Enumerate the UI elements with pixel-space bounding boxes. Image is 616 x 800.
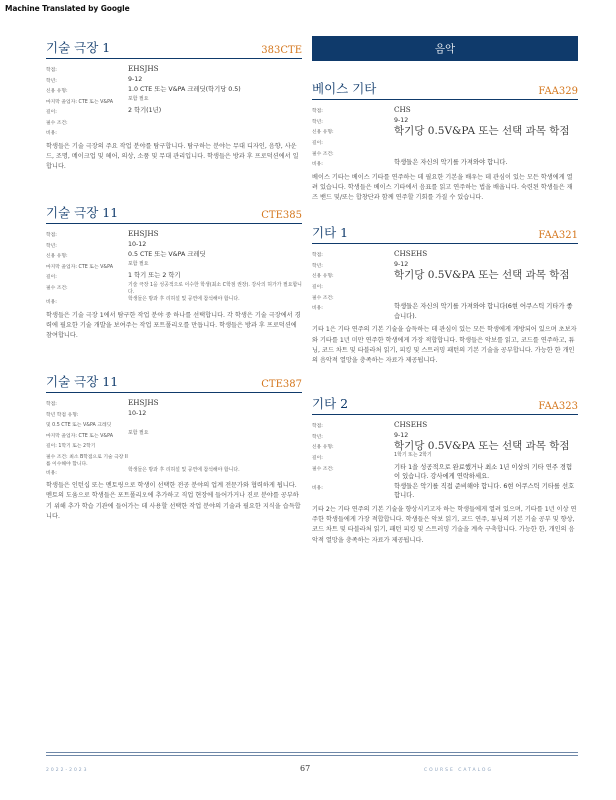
course-code: FAA329 [538, 86, 578, 97]
field-value: EHSJHS [128, 64, 159, 73]
course-title: 기술 극장 11 [46, 205, 119, 221]
course-description: 학생들은 기술 극장 1에서 탐구한 작업 분야 중 하나를 선택합니다. 각 학생은 기술 극장에서 경력에 필요한 기술 개발을 보여주는 작업 포트폴리오를 만듭니다. 학생들은 방과 후 프로덕션에 참여합니다. [46, 311, 301, 339]
field-label: 학점: [312, 424, 323, 430]
field-label: 신용 유형: [312, 274, 334, 280]
field-row [312, 482, 578, 501]
field-value: 9-12 [128, 75, 143, 83]
field-row [312, 105, 578, 116]
left-column [46, 36, 302, 522]
field-row [312, 420, 578, 431]
course-block [312, 223, 578, 366]
field-value: EHSJHS [128, 398, 159, 408]
field-value: CHSEHS [394, 249, 428, 259]
field-label: 학년: [46, 243, 57, 249]
field-row [46, 467, 302, 478]
field-value: 학생들은 악기를 직접 준비해야 합니다. 6현 어쿠스틱 기타를 선호합니다. [394, 482, 575, 500]
course-block [312, 79, 578, 203]
course-header [46, 38, 302, 59]
course-block [312, 394, 578, 546]
field-label: 비용: [312, 162, 323, 167]
course-title: 기술 극장 1 [46, 40, 111, 55]
course-description: 기타 2는 기타 연주의 기본 기술을 향상시키고자 하는 학생들에게 열려 있으며, 기타를 1년 이상 연주한 학생들에게 가장 적합합니다. 학생들은 악보 읽기, 코드 연주, 튜닝의 기본 기술 공부 및 향상, 코드 차트 및 타블라처 읽기, 패턴 피킹 및 스트러밍 기술을 계속 구축합니다. 가능한 한, 개인의 음악적 열망을 충족하는 자료가 제공됩니다. [312, 505, 577, 544]
field-label: 학점: [46, 233, 57, 239]
field-value: 2 학기(1년) [128, 107, 162, 114]
field-row [46, 250, 302, 261]
field-row [46, 430, 302, 441]
field-label: 길이: [46, 275, 57, 281]
field-row [46, 271, 302, 282]
field-row [312, 270, 578, 281]
field-label: 및 0.5 CTE 또는 V&PA 크레딧 [46, 423, 112, 429]
field-label: 비용: [46, 470, 57, 476]
machine-translation-banner: Machine Translated by Google [5, 4, 130, 13]
field-row [46, 127, 302, 138]
field-row [46, 398, 302, 409]
field-value: 학생들은 자신의 악기를 가져와야 합니다. [394, 159, 508, 166]
field-label: 학년 학점 유형: [46, 412, 79, 418]
field-row [312, 452, 578, 463]
course-description: 학생들은 인턴십 또는 멘토링으로 학생이 선택한 전공 분야의 업계 전문가와 협력하게 됩니다. 멘토의 도움으로 학생들은 포트폴리오에 추가하고 직업 현장에 들어가거나 진로 분야를 공부하기 위해 추가 학습 기관에 들어가는 데 사용할 선택한 작업 분야의 기술과 필요한 지식을 습득합니다. [46, 482, 301, 520]
field-label: 마지막 졸업자: CTE 또는 V&PA [46, 264, 113, 270]
course-header [46, 372, 302, 393]
field-value: 1학기 또는 2학기 [394, 452, 432, 459]
footer-right-text: COURSE CATALOG [424, 768, 493, 773]
field-value: 10-12 [128, 409, 147, 417]
course-code: FAA321 [538, 230, 578, 242]
field-value: 1 학기 또는 2 학기 [128, 272, 181, 280]
field-label: 학점: [46, 402, 57, 408]
field-row [46, 229, 302, 240]
field-value: 9-12 [394, 116, 409, 124]
field-label: 비용: [46, 300, 57, 306]
field-row [312, 441, 578, 452]
field-row [46, 451, 302, 467]
field-label: 길이: [312, 141, 323, 146]
field-label: 비용: [312, 485, 323, 491]
field-label: 길이: [312, 456, 323, 462]
field-row [46, 106, 302, 117]
course-fields [312, 249, 578, 321]
field-row [312, 281, 578, 292]
field-value: 9-12 [394, 431, 409, 439]
footer-rule [46, 755, 578, 756]
field-row [46, 282, 302, 296]
course-title: 기타 1 [312, 225, 349, 241]
course-fields [46, 64, 302, 138]
course-block [46, 203, 302, 341]
field-label: 학년: [312, 263, 323, 269]
field-value: 기술 극장 1을 성공적으로 이수한 학생(최소 C학점 권장). 강사의 허가가 필요합니다. [128, 281, 302, 295]
course-code: CTE387 [261, 379, 302, 391]
field-value: 10-12 [128, 240, 147, 248]
field-label: 비용: [312, 306, 323, 312]
field-row [312, 126, 578, 137]
field-value: CHSEHS [394, 420, 428, 430]
field-label: 학년: [312, 119, 323, 125]
field-row [46, 440, 302, 451]
field-value: EHSJHS [128, 229, 159, 239]
field-label: 길이: 1학기 또는 2학기 [46, 444, 96, 450]
course-fields [46, 398, 302, 477]
field-row [46, 261, 302, 272]
field-label: 비용: [46, 131, 57, 136]
course-block [46, 38, 302, 172]
course-fields [46, 229, 302, 306]
field-row [312, 463, 578, 482]
course-header [312, 394, 578, 415]
page-number: 67 [300, 764, 311, 773]
field-label: 신용 유형: [46, 254, 68, 260]
field-label: 필수 조건: [46, 120, 68, 126]
course-code: FAA323 [538, 401, 578, 413]
course-header [312, 79, 578, 100]
course-block [46, 372, 302, 522]
field-value: 1.0 CTE 또는 V&PA 크레딧(학기당 0.5) [128, 86, 241, 93]
field-label: 필수 조건: [46, 285, 68, 291]
right-column [312, 36, 578, 546]
course-title: 베이스 기타 [312, 81, 377, 96]
course-title: 기타 2 [312, 396, 349, 412]
field-value: 학생들은 방과 후 리허설 및 공연에 참석해야 합니다. [128, 296, 240, 303]
field-row [46, 96, 302, 107]
field-row [46, 240, 302, 251]
course-description: 기타 1은 기타 연주의 기본 기술을 습득하는 데 관심이 있는 모든 학생에게 개방되어 있으며 초보자와 기타를 1년 미만 연주한 학생에게 가장 적합합니다. 학생들은 악보를 읽고, 코드를 연주하고, 튜닝, 코드 차트 및 타블라처 읽기, 피킹 및 스트러밍 패턴의 기본 기술을 공부합니다. 가능한 한 개인의 음악적 열망을 충족하는 자료가 제공됩니다. [312, 326, 577, 364]
field-row [312, 249, 578, 260]
field-value: 학기당 0.5V&PA 또는 선택 과목 학점 [394, 269, 570, 282]
field-row [46, 64, 302, 75]
field-value: 0.5 CTE 또는 V&PA 크레딧 [128, 251, 206, 259]
field-row [46, 419, 302, 430]
course-description: 베이스 기타는 베이스 기타를 연주하는 데 필요한 기본을 배우는 데 관심이 있는 모든 학생에게 열려 있습니다. 학생들은 베이스 기타에서 음표를 읽고 연주하는 법을 배웁니다. 숙련된 학생들은 재즈 밴드 및/또는 합창단과 함께 연주할 기회를 가질 수 있습니다. [312, 173, 573, 201]
field-label: 신용 유형: [312, 130, 334, 135]
field-value: 학기당 0.5V&PA 또는 선택 과목 학점 [394, 125, 570, 137]
field-value: 9-12 [394, 260, 409, 268]
field-value: 학생들은 자신의 악기를 가져와야 합니다(6현 어쿠스틱 기타가 좋습니다). [394, 303, 573, 320]
field-value: 학생들은 방과 후 리허설 및 공연에 참석해야 합니다. [128, 466, 240, 473]
field-label: 학점: [46, 68, 57, 73]
course-header [312, 223, 578, 244]
field-label: 필수 조건: 최소 B학점으로 기술 극장 II를 이수해야 합니다. [46, 454, 128, 467]
field-value: CHS [394, 105, 411, 114]
field-label: 학점: [312, 109, 323, 114]
field-value: 포함 필요 [128, 95, 149, 102]
field-row [46, 296, 302, 307]
footer-rule [46, 752, 578, 753]
field-label: 길이: [46, 110, 57, 115]
field-row [312, 137, 578, 148]
field-value: 포함 필요 [128, 429, 149, 436]
course-title: 기술 극장 11 [46, 374, 119, 390]
course-fields [312, 105, 578, 169]
field-row [312, 158, 578, 169]
field-value: 포함 필요 [128, 260, 149, 267]
field-row [312, 148, 578, 159]
field-row [46, 117, 302, 128]
field-row [312, 292, 578, 303]
field-label: 마지막 졸업자: CTE 또는 V&PA [46, 433, 113, 439]
course-fields [312, 420, 578, 501]
field-row [46, 409, 302, 420]
field-label: 학년: [312, 434, 323, 440]
field-label: 신용 유형: [312, 445, 334, 451]
field-row [312, 302, 578, 321]
field-row [46, 75, 302, 86]
field-row [46, 85, 302, 96]
field-label: 마지막 졸업자: CTE 또는 V&PA [46, 99, 113, 105]
field-label: 필수 조건: [312, 151, 334, 157]
field-label: 길이: [312, 285, 323, 291]
course-description: 학생들은 기술 극장의 주요 작업 분야를 탐구합니다. 탐구하는 분야는 무대 디자인, 음향, 사운드, 조명, 메이크업 및 헤어, 의상, 소품 및 무대 관리입니다. 학생들은 방과 후 프로덕션에서 일합니다. [46, 142, 299, 170]
course-code: CTE385 [261, 210, 302, 222]
field-label: 학년: [46, 78, 57, 84]
field-value: 학기당 0.5V&PA 또는 선택 과목 학점 [394, 440, 570, 453]
field-label: 학점: [312, 253, 323, 259]
footer-left-text: 2022-2023 [46, 768, 89, 773]
course-code: 383CTE [261, 45, 302, 56]
course-header [46, 203, 302, 224]
field-label: 필수 조건: [312, 295, 334, 301]
field-label: 필수 조건: [312, 466, 334, 472]
field-value: 기타 1을 성공적으로 완료했거나 최소 1년 이상의 기타 연주 경험이 있습니다. 강사에게 연락하세요. [394, 463, 573, 481]
section-header-music: 음악 [312, 36, 578, 61]
field-label: 신용 유형: [46, 89, 68, 94]
